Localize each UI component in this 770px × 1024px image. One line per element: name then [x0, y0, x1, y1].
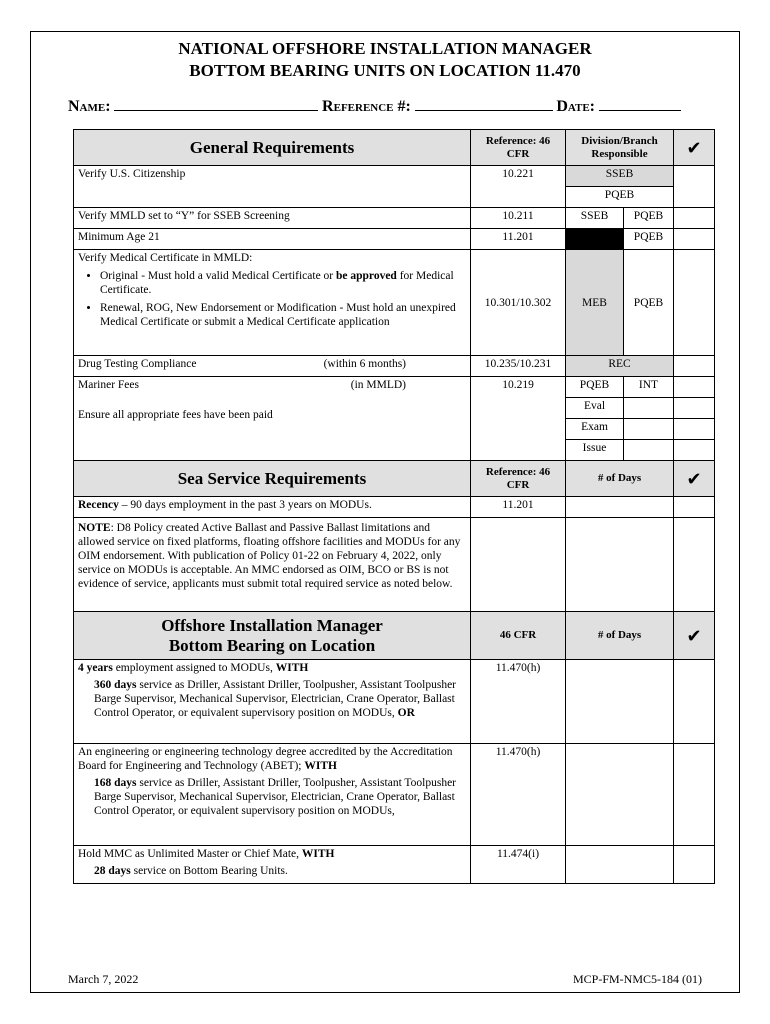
form-title-line1: NATIONAL OFFSHORE INSTALLATION MANAGER: [178, 39, 592, 58]
oim-option3-main: Hold MMC as Unlimited Master or Chief Mate, WITH: [78, 848, 335, 860]
requirements-table: [73, 129, 715, 884]
oim-option3-check[interactable]: [674, 846, 715, 884]
general-heading: General Requirements: [74, 130, 471, 166]
drug-ref: 10.235/10.231: [471, 356, 566, 377]
medical-label: Verify Medical Certificate in MMLD:: [78, 252, 253, 264]
recency-ref: 11.201: [471, 497, 566, 518]
reference-field[interactable]: [415, 109, 553, 111]
oim-option1-check[interactable]: [674, 660, 715, 744]
oim-option1-days[interactable]: [566, 660, 674, 744]
date-field[interactable]: [599, 109, 681, 111]
mmld-ref: 10.211: [471, 208, 566, 229]
drug-label: Drug Testing Compliance: [78, 358, 197, 370]
fees-issue-check[interactable]: [674, 440, 715, 461]
medical-bullet-renewal: • Renewal, ROG, New Endorsement or Modification - Must hold an unexpired Medical Certificate or submit a Medical Certificate application: [100, 301, 466, 329]
oim-heading: [74, 612, 471, 660]
citizenship-check-cell[interactable]: [674, 166, 715, 208]
mmld-row: [74, 208, 715, 229]
note-days-empty: [566, 518, 674, 612]
oim-option3-ref: 11.474(i): [471, 846, 566, 884]
fees-issue-label: Issue: [566, 440, 624, 461]
note-check-empty: [674, 518, 715, 612]
drug-row: [74, 356, 715, 377]
citizenship-row: [74, 166, 715, 187]
fees-div-pqeb: PQEB: [566, 377, 624, 398]
header-fields: [68, 98, 708, 116]
oim-option3-days[interactable]: [566, 846, 674, 884]
sea-header-row: [74, 461, 715, 497]
recency-text: – 90 days employment in the past 3 years on MODUs.: [118, 499, 372, 511]
fees-exam-value[interactable]: [624, 419, 674, 440]
citizenship-label: Verify U.S. Citizenship: [74, 166, 471, 208]
age-check-cell[interactable]: [674, 229, 715, 250]
oim-option1-ref: 11.470(h): [471, 660, 566, 744]
drug-div-rec: REC: [566, 356, 674, 377]
mmld-check-cell[interactable]: [674, 208, 715, 229]
medical-row: [74, 250, 715, 356]
mmld-label: Verify MMLD set to “Y” for SSEB Screening: [74, 208, 471, 229]
form-title-line2: BOTTOM BEARING UNITS ON LOCATION 11.470: [189, 61, 581, 80]
age-row: [74, 229, 715, 250]
fees-row: [74, 377, 715, 398]
fees-check-cell[interactable]: [674, 377, 715, 398]
oim-heading-line1: Offshore Installation Manager: [161, 615, 383, 635]
oim-option3-detail: 28 days service on Bottom Bearing Units.: [94, 865, 288, 877]
drug-note: (within 6 months): [323, 358, 406, 370]
oim-option2-row: [74, 744, 715, 846]
oim-heading-line2: Bottom Bearing on Location: [168, 635, 376, 655]
general-ref-heading: Reference: 46 CFR: [471, 130, 566, 166]
citizenship-div-pqeb: PQEB: [566, 187, 674, 208]
fees-ref: 10.219: [471, 377, 566, 461]
sea-days-heading: # of Days: [566, 461, 674, 497]
medical-bullets: [78, 269, 466, 329]
note-row: [74, 518, 715, 612]
citizenship-ref: 10.221: [471, 166, 566, 208]
medical-ref: 10.301/10.302: [471, 250, 566, 356]
name-label: Name:: [68, 98, 111, 115]
general-header-row: [74, 130, 715, 166]
oim-days-heading: # of Days: [566, 612, 674, 660]
oim-option3-cell: [74, 846, 471, 884]
fees-div-int: INT: [624, 377, 674, 398]
recency-check-cell[interactable]: [674, 497, 715, 518]
medical-cell: [74, 250, 471, 356]
medical-div-meb: MEB: [566, 250, 624, 356]
footer-date: March 7, 2022: [68, 972, 139, 986]
oim-option1-detail: 360 days service as Driller, Assistant Driller, Toolpusher, Assistant Toolpusher Barge Supervisor, Mechanical Supervisor, Electrician, Crane Operator, Ballast Control Operator, or equivalent supervisory position on MODUs, OR: [94, 679, 457, 719]
note-bold: NOTE: [78, 522, 111, 534]
oim-option2-cell: [74, 744, 471, 846]
oim-option2-detail: 168 days service as Driller, Assistant Driller, Toolpusher, Assistant Toolpusher Barge Supervisor, Mechanical Supervisor, Electrician, Crane Operator, Ballast Control Operator, or equivalent supervisory position on MODUs,: [94, 777, 457, 817]
date-label: Date:: [556, 98, 596, 115]
drug-check-cell[interactable]: [674, 356, 715, 377]
fees-eval-value[interactable]: [624, 398, 674, 419]
note-ref-empty: [471, 518, 566, 612]
recency-row: [74, 497, 715, 518]
fees-cell: [74, 377, 471, 461]
sea-ref-heading: Reference: 46 CFR: [471, 461, 566, 497]
fees-note: (in MMLD): [350, 379, 406, 391]
medical-check-cell[interactable]: [674, 250, 715, 356]
fees-eval-check[interactable]: [674, 398, 715, 419]
drug-cell: [74, 356, 471, 377]
fees-eval-label: Eval: [566, 398, 624, 419]
oim-option1-row: [74, 660, 715, 744]
mmld-div-pqeb: PQEB: [624, 208, 674, 229]
oim-option1-cell: [74, 660, 471, 744]
oim-option2-days[interactable]: [566, 744, 674, 846]
fees-issue-value[interactable]: [624, 440, 674, 461]
oim-option2-check[interactable]: [674, 744, 715, 846]
recency-bold: Recency: [78, 499, 119, 511]
fees-ensure: Ensure all appropriate fees have been paid: [78, 409, 273, 421]
sea-heading: Sea Service Requirements: [74, 461, 471, 497]
oim-check-heading: ✔: [674, 612, 715, 660]
oim-option1-main: 4 years employment assigned to MODUs, WITH: [78, 662, 309, 674]
citizenship-div-sseb: SSEB: [566, 166, 674, 187]
age-ref: 11.201: [471, 229, 566, 250]
medical-div-pqeb: PQEB: [624, 250, 674, 356]
oim-option2-ref: 11.470(h): [471, 744, 566, 846]
age-label: Minimum Age 21: [74, 229, 471, 250]
medical-bullet-original: • Original - Must hold a valid Medical Certificate or be approved for Medical Certificate.: [100, 269, 466, 297]
note-cell: [74, 518, 471, 612]
oim-header-row: [74, 612, 715, 660]
fees-exam-check[interactable]: [674, 419, 715, 440]
general-check-heading: ✔: [674, 130, 715, 166]
recency-cell: [74, 497, 471, 518]
age-div-pqeb: PQEB: [624, 229, 674, 250]
sea-check-heading: ✔: [674, 461, 715, 497]
age-blocked-cell: [566, 229, 624, 250]
recency-days[interactable]: [566, 497, 674, 518]
mmld-div-sseb: SSEB: [566, 208, 624, 229]
reference-label: Reference #:: [322, 98, 411, 115]
oim-ref-heading: 46 CFR: [471, 612, 566, 660]
oim-option3-row: [74, 846, 715, 884]
division-heading: Division/Branch Responsible: [566, 130, 674, 166]
name-field[interactable]: [114, 109, 318, 111]
fees-exam-label: Exam: [566, 419, 624, 440]
oim-option2-main: An engineering or engineering technology degree accredited by the Accreditation Board for Engineering and Technology (ABET); WITH: [78, 746, 453, 772]
footer-form-number: MCP-FM-NMC5-184 (01): [572, 972, 702, 986]
note-text: : D8 Policy created Active Ballast and Passive Ballast limitations and allowed service on fixed platforms, floating offshore facilities and MODUs for any OIM endorsement. With publication of Policy 01-22 on February 4, 2022, only service on MODUs is acceptable. An MMC endorsed as OIM, BCO or BS is not evidence of service, applicants must submit total required service as noted below.: [78, 522, 461, 590]
fees-label: Mariner Fees: [78, 379, 139, 391]
